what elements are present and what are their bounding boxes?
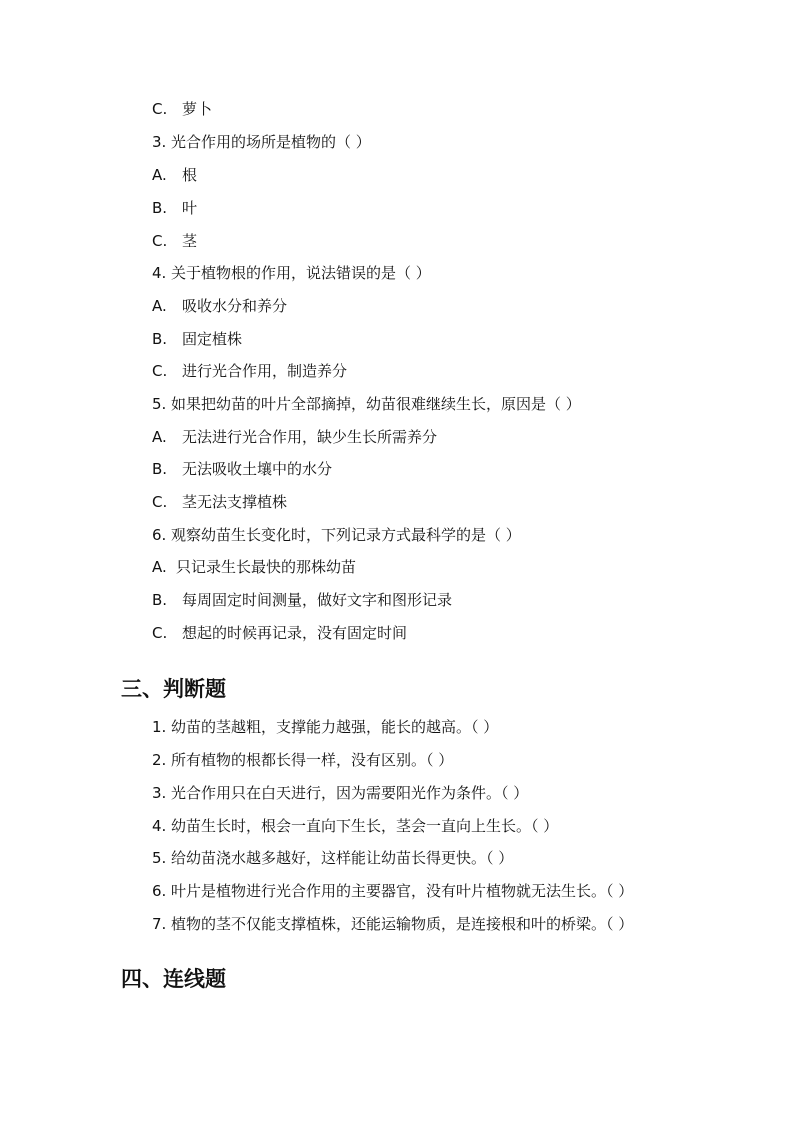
q6-option-b [152, 590, 452, 610]
option-letter: B. [152, 199, 168, 217]
item-text: 给幼苗浇水越多越好，这样能让幼苗长得更快。（ ） [171, 849, 514, 867]
item-number: 1. [152, 718, 167, 736]
option-text: 茎 [182, 232, 198, 250]
option-letter: B. [152, 460, 168, 478]
question-text: 关于植物根的作用，说法错误的是（ ） [171, 264, 431, 282]
question-5 [152, 394, 581, 414]
q4-option-b [152, 329, 242, 349]
item-number: 2. [152, 751, 167, 769]
item-number: 4. [152, 817, 167, 835]
section-4-heading: 四、连线题 [121, 967, 226, 991]
item-number: 6. [152, 882, 167, 900]
option-text: 萝卜 [182, 100, 213, 118]
judgment-item-7 [152, 914, 633, 934]
judgment-item-4 [152, 816, 558, 836]
q6-option-a [152, 557, 356, 577]
q5-option-a [152, 427, 437, 447]
option-text: 进行光合作用，制造养分 [182, 362, 348, 380]
question-number: 3. [152, 133, 167, 151]
q2-option-c [152, 99, 212, 119]
q6-option-c [152, 623, 407, 643]
question-text: 光合作用的场所是植物的（ ） [171, 133, 371, 151]
section-3-heading: 三、判断题 [121, 677, 226, 701]
q3-option-c [152, 231, 197, 251]
judgment-item-3 [152, 783, 528, 803]
option-text: 叶 [182, 199, 198, 217]
q4-option-a [152, 296, 287, 316]
option-letter: B. [152, 330, 168, 348]
question-number: 4. [152, 264, 167, 282]
judgment-item-5 [152, 848, 513, 868]
question-number: 6. [152, 526, 167, 544]
option-letter: C. [152, 493, 168, 511]
q4-option-c [152, 361, 347, 381]
question-4 [152, 263, 431, 283]
q3-option-b [152, 198, 197, 218]
option-letter: A. [152, 428, 167, 446]
item-number: 3. [152, 784, 167, 802]
option-text: 无法吸收土壤中的水分 [182, 460, 333, 478]
question-number: 5. [152, 395, 167, 413]
question-text: 如果把幼苗的叶片全部摘掉，幼苗很难继续生长，原因是（ ） [171, 395, 581, 413]
item-number: 7. [152, 915, 167, 933]
option-letter: B. [152, 591, 168, 609]
option-text: 每周固定时间测量，做好文字和图形记录 [182, 591, 453, 609]
option-text: 只记录生长最快的那株幼苗 [176, 558, 357, 576]
option-letter: C. [152, 232, 168, 250]
option-letter: A. [152, 166, 167, 184]
item-number: 5. [152, 849, 167, 867]
judgment-item-1 [152, 717, 498, 737]
option-text: 根 [182, 166, 198, 184]
option-text: 固定植株 [182, 330, 243, 348]
q5-option-b [152, 459, 332, 479]
question-6 [152, 525, 521, 545]
question-3 [152, 132, 371, 152]
item-text: 叶片是植物进行光合作用的主要器官，没有叶片植物就无法生长。（ ） [171, 882, 634, 900]
q3-option-a [152, 165, 197, 185]
option-letter: A. [152, 297, 167, 315]
judgment-item-2 [152, 750, 453, 770]
option-text: 吸收水分和养分 [182, 297, 288, 315]
item-text: 光合作用只在白天进行，因为需要阳光作为条件。（ ） [171, 784, 529, 802]
option-text: 无法进行光合作用，缺少生长所需养分 [182, 428, 438, 446]
judgment-item-6 [152, 881, 633, 901]
item-text: 所有植物的根都长得一样，没有区别。（ ） [171, 751, 454, 769]
option-text: 茎无法支撑植株 [182, 493, 288, 511]
option-text: 想起的时候再记录，没有固定时间 [182, 624, 408, 642]
item-text: 植物的茎不仅能支撑植株，还能运输物质，是连接根和叶的桥梁。（ ） [171, 915, 634, 933]
question-text: 观察幼苗生长变化时，下列记录方式最科学的是（ ） [171, 526, 521, 544]
option-letter: C. [152, 362, 168, 380]
q5-option-c [152, 492, 287, 512]
option-letter: A. [152, 558, 167, 576]
item-text: 幼苗的茎越粗，支撑能力越强，能长的越高。（ ） [171, 718, 499, 736]
item-text: 幼苗生长时，根会一直向下生长，茎会一直向上生长。（ ） [171, 817, 559, 835]
option-letter: C. [152, 624, 168, 642]
option-letter: C. [152, 100, 168, 118]
